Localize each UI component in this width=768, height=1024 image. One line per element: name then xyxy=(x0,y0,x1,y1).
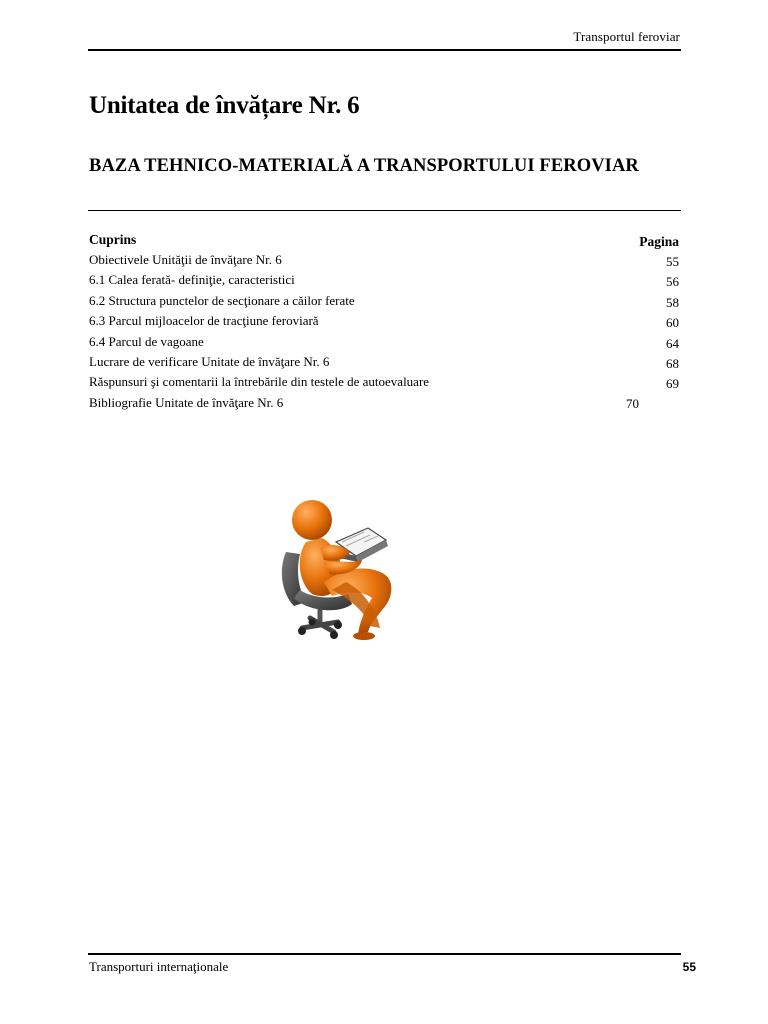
toc-item-label: 6.3 Parcul mijloacelor de tracţiune feroviară xyxy=(89,313,319,329)
toc-item-label: Răspunsuri şi comentarii la întrebările din testele de autoevaluare xyxy=(89,374,430,390)
header-rule xyxy=(88,49,681,51)
toc-heading: Cuprins xyxy=(89,232,137,247)
toc-item xyxy=(89,293,679,313)
footer-rule xyxy=(88,953,681,955)
toc-item xyxy=(89,272,679,292)
section-title: BAZA TEHNICO-MATERIALĂ A TRANSPORTULUI FEROVIAR xyxy=(89,156,639,176)
toc-item-page: 58 xyxy=(666,294,679,310)
toc-item xyxy=(89,313,679,333)
toc-item xyxy=(89,374,679,394)
toc-heading-row xyxy=(89,232,679,248)
toc-item-label: Lucrare de verificare Unitate de învăţare Nr. 6 xyxy=(89,353,330,369)
toc-item-label: Bibliografie Unitate de învăţare Nr. 6 xyxy=(89,394,284,410)
toc-item-page: 69 xyxy=(666,376,679,392)
reading-person-icon xyxy=(272,490,412,640)
toc-item-label: 6.2 Structura punctelor de secţionare a căilor ferate xyxy=(89,292,355,308)
table-of-contents xyxy=(89,252,679,415)
toc-item xyxy=(89,395,679,415)
toc-item-page: 70 xyxy=(626,395,639,411)
toc-page-heading: Pagina xyxy=(639,234,679,249)
toc-item-page: 60 xyxy=(666,315,679,331)
toc-item xyxy=(89,334,679,354)
toc-item-label: Obiectivele Unităţii de învăţare Nr. 6 xyxy=(89,252,282,267)
toc-item-page: 56 xyxy=(666,274,679,290)
section-rule xyxy=(88,210,681,211)
toc-item-page: 55 xyxy=(666,254,679,269)
toc-item-label: 6.4 Parcul de vagoane xyxy=(89,333,204,349)
page-number: 55 xyxy=(682,960,696,974)
unit-title: Unitatea de învățare Nr. 6 xyxy=(89,92,360,119)
toc-item-page: 68 xyxy=(666,355,679,371)
toc-item-label: 6.1 Calea ferată- definiţie, caracteristici xyxy=(89,272,295,288)
running-header: Transportul feroviar xyxy=(573,29,680,44)
toc-item-page: 64 xyxy=(666,335,679,351)
toc-item xyxy=(89,354,679,374)
toc-item xyxy=(89,252,679,272)
running-footer: Transporturi internaţionale xyxy=(89,959,229,974)
